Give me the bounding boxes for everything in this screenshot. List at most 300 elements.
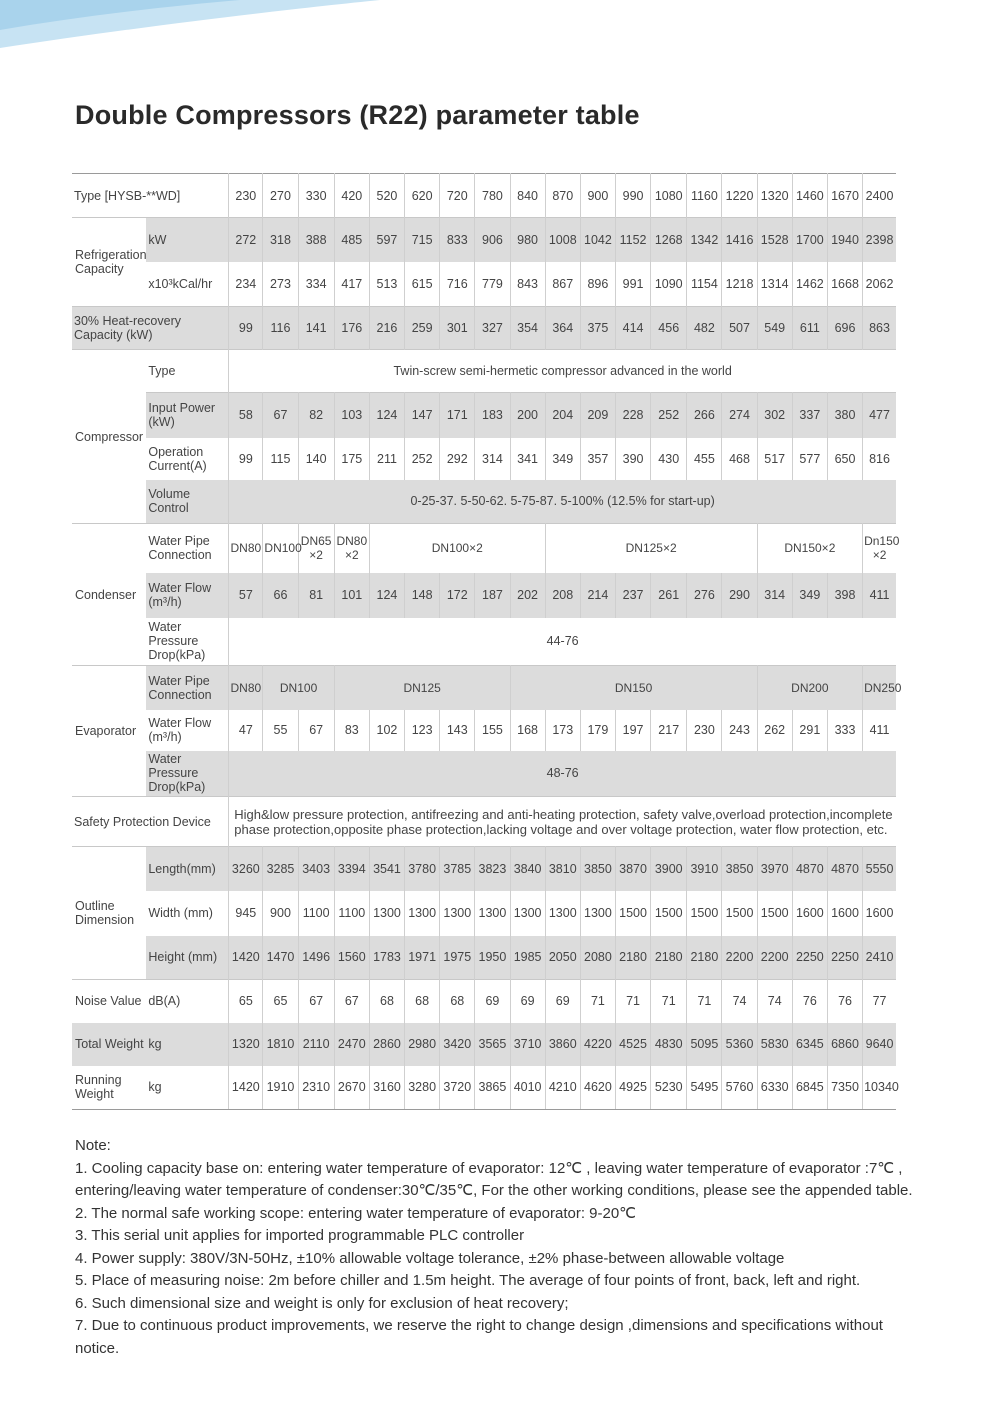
evaporator-flow-cell: 333	[827, 710, 862, 751]
operation-current-cell: 650	[827, 438, 862, 480]
length-cell: 3394	[334, 847, 369, 891]
compressor-group-label: Compressor	[72, 350, 146, 524]
condenser-flow-cell: 349	[792, 573, 827, 618]
noise-group-label: Noise Value	[72, 980, 146, 1023]
length-cell: 3850	[722, 847, 757, 891]
heat-recovery-cell: 216	[369, 307, 404, 350]
length-cell: 3823	[475, 847, 510, 891]
width-cell: 1300	[369, 891, 404, 936]
refrigeration-kcal-cell: 2062	[865, 276, 894, 291]
height-cell: 1420	[229, 936, 263, 980]
refrigeration-kw-cell: 597	[369, 218, 404, 262]
condenser-flow-cell: 57	[229, 573, 263, 618]
height-cell: 2200	[722, 936, 757, 980]
safety-label: Safety Protection Device	[72, 797, 229, 847]
running-weight-cell: 5760	[722, 1066, 757, 1110]
operation-current-cell: 292	[440, 438, 475, 480]
running-weight-cell: 4620	[580, 1066, 615, 1110]
operation-current-cell: 455	[687, 438, 722, 480]
evaporator-flow-cell: 243	[722, 710, 757, 751]
note-item: 4. Power supply: 380V/3N-50Hz, ±10% allowable voltage tolerance, ±2% phase-between allowable voltage	[75, 1249, 785, 1267]
input-power-cell: 477	[863, 393, 896, 438]
refrigeration-kw-cell: 1528	[757, 218, 792, 262]
refrigeration-kw-cell: 1700	[792, 218, 827, 262]
input-power-cell: 337	[792, 393, 827, 438]
height-cell: 1783	[369, 936, 404, 980]
model-cell: 230	[229, 174, 263, 218]
noise-cell: 67	[298, 980, 334, 1023]
model-cell: 520	[369, 174, 404, 218]
safety-row	[72, 797, 896, 847]
condenser-flow-cell: 237	[615, 573, 650, 618]
operation-current-cell: 517	[757, 438, 792, 480]
heat-recovery-cell: 863	[863, 307, 896, 350]
operation-current-cell: 211	[369, 438, 404, 480]
evaporator-flow-cell: 230	[687, 710, 722, 751]
input-power-cell: 252	[651, 393, 687, 438]
width-cell: 1300	[510, 891, 545, 936]
heat-recovery-cell: 116	[263, 307, 298, 350]
model-cell: 840	[510, 174, 545, 218]
running-weight-cell: 4925	[615, 1066, 650, 1110]
total-weight-cell: 3565	[475, 1023, 510, 1066]
refrigeration-group-label: Refrigeration Capacity	[72, 218, 146, 307]
height-cell: 1496	[298, 936, 334, 980]
width-label: Width (mm)	[146, 891, 228, 936]
noise-cell: 76	[827, 980, 862, 1023]
evaporator-flow-cell: 143	[440, 710, 475, 751]
refrigeration-kcal-cell: 1668	[827, 262, 862, 307]
height-cell: 2080	[580, 936, 615, 980]
evaporator-flow-cell: 411	[869, 723, 890, 737]
heat-recovery-cell: 354	[510, 307, 545, 350]
heat-recovery-cell: 99	[229, 307, 263, 350]
refrigeration-kw-cell: 833	[440, 218, 475, 262]
refrigeration-kcal-cell: 843	[510, 262, 545, 307]
condenser-pipe-cell: DN80	[229, 524, 263, 573]
noise-cell: 71	[651, 980, 687, 1023]
model-cell: 1220	[722, 174, 757, 218]
running-weight-cell: 3160	[369, 1066, 404, 1110]
model-cell: 1670	[827, 174, 862, 218]
evaporator-flow-row	[72, 710, 896, 751]
heat-recovery-cell: 611	[792, 307, 827, 350]
noise-row	[72, 980, 896, 1023]
condenser-flow-cell: 208	[545, 573, 580, 618]
input-power-cell: 82	[298, 393, 334, 438]
width-row	[72, 891, 896, 936]
height-cell: 1470	[263, 936, 298, 980]
condenser-flow-cell: 276	[687, 573, 722, 618]
input-power-cell: 124	[369, 393, 404, 438]
refrigeration-kw-cell: 272	[229, 218, 263, 262]
condenser-flow-cell: 101	[334, 573, 369, 618]
refrigeration-kcal-label: x10³kCal/hr	[146, 262, 228, 307]
input-power-cell: 58	[229, 393, 263, 438]
noise-cell: 68	[405, 980, 440, 1023]
refrigeration-kw-cell: 715	[405, 218, 440, 262]
total-weight-label: Total Weight	[72, 1023, 146, 1066]
operation-current-cell: 341	[510, 438, 545, 480]
running-weight-row	[72, 1066, 896, 1110]
refrigeration-kcal-cell: 716	[440, 262, 475, 307]
condenser-pipe-row	[72, 524, 896, 573]
note-item: 3. This serial unit applies for imported programmable PLC controller	[75, 1227, 525, 1244]
length-cell: 3780	[405, 847, 440, 891]
operation-current-cell: 140	[298, 438, 334, 480]
evaporator-pipe-cell: DN200	[757, 666, 862, 710]
evaporator-flow-cell: 67	[298, 710, 334, 751]
outline-group-label: Outline Dimension	[72, 847, 146, 980]
refrigeration-kw-cell: 1416	[722, 218, 757, 262]
height-cell: 2180	[651, 936, 687, 980]
total-weight-cell: 4220	[580, 1023, 615, 1066]
length-row	[72, 847, 896, 891]
total-weight-cell: 4830	[651, 1023, 687, 1066]
width-cell: 1600	[865, 906, 894, 920]
running-weight-cell: 3280	[405, 1066, 440, 1110]
model-cell: 720	[440, 174, 475, 218]
refrigeration-kw-cell: 2398	[863, 218, 896, 262]
refrigeration-kcal-cell: 273	[263, 262, 298, 307]
evaporator-flow-cell: 155	[475, 710, 510, 751]
refrigeration-kw-cell: 1342	[687, 218, 722, 262]
condenser-flow-cell: 172	[440, 573, 475, 618]
input-power-row	[72, 393, 896, 438]
model-cell: 620	[405, 174, 440, 218]
height-cell: 2250	[792, 936, 827, 980]
refrigeration-kcal-row	[72, 262, 896, 307]
volume-control-row	[72, 480, 896, 524]
height-row	[72, 936, 896, 980]
input-power-cell: 200	[510, 393, 545, 438]
evaporator-flow-cell: 173	[545, 710, 580, 751]
input-power-cell: 302	[757, 393, 792, 438]
refrigeration-kcal-cell: 779	[475, 262, 510, 307]
refrigeration-kcal-cell: 896	[580, 262, 615, 307]
condenser-pipe-cell: DN65 ×2	[298, 524, 334, 573]
evaporator-pipe-cell: DN250	[863, 666, 896, 710]
evaporator-pipe-cell: DN100	[263, 666, 334, 710]
width-cell: 1300	[405, 891, 440, 936]
volume-control-label: Volume Control	[146, 480, 228, 524]
condenser-pipe-cell: DN125×2	[545, 524, 757, 573]
length-cell: 3810	[545, 847, 580, 891]
length-cell: 3970	[757, 847, 792, 891]
parameter-table	[72, 173, 902, 1110]
heat-recovery-cell: 549	[757, 307, 792, 350]
height-label: Height (mm)	[146, 936, 228, 980]
total-weight-cell: 6860	[827, 1023, 862, 1066]
noise-cell: 76	[792, 980, 827, 1023]
running-weight-cell: 1910	[263, 1066, 298, 1110]
noise-cell: 71	[580, 980, 615, 1023]
height-cell: 1950	[475, 936, 510, 980]
heat-recovery-cell: 375	[580, 307, 615, 350]
total-weight-cell: 2980	[405, 1023, 440, 1066]
note-item: 5. Place of measuring noise: 2m before chiller and 1.5m height. The average of four points of front, back, left and right.	[75, 1272, 861, 1289]
noise-cell: 74	[757, 980, 792, 1023]
refrigeration-kw-row	[72, 218, 896, 262]
input-power-cell: 147	[405, 393, 440, 438]
width-cell: 1500	[757, 891, 792, 936]
total-weight-cell: 9640	[863, 1023, 896, 1066]
operation-current-cell: 468	[722, 438, 757, 480]
condenser-flow-cell: 398	[827, 573, 862, 618]
heat-recovery-cell: 327	[475, 307, 510, 350]
heat-recovery-cell: 141	[298, 307, 334, 350]
length-cell: 3285	[263, 847, 298, 891]
input-power-cell: 103	[334, 393, 369, 438]
running-weight-cell: 5230	[651, 1066, 687, 1110]
heat-recovery-cell: 482	[687, 307, 722, 350]
height-cell: 1971	[405, 936, 440, 980]
noise-cell: 71	[687, 980, 722, 1023]
refrigeration-kw-cell: 1008	[545, 218, 580, 262]
length-cell: 4870	[792, 847, 827, 891]
evaporator-flow-cell: 179	[580, 710, 615, 751]
compressor-type-value: Twin-screw semi-hermetic compressor advanced in the world	[229, 350, 896, 393]
evaporator-flow-cell: 262	[757, 710, 792, 751]
width-cell: 1100	[298, 891, 334, 936]
length-cell: 3850	[580, 847, 615, 891]
refrigeration-kw-cell: 1152	[615, 218, 650, 262]
running-weight-cell: 4010	[510, 1066, 545, 1110]
condenser-group-label: Condenser	[72, 524, 146, 666]
condenser-pipe-cell: DN100	[263, 524, 298, 573]
model-cell: 330	[298, 174, 334, 218]
volume-control-value: 0-25-37. 5-50-62. 5-75-87. 5-100% (12.5% for start-up)	[229, 480, 896, 524]
input-power-cell: 380	[827, 393, 862, 438]
heat-recovery-cell: 507	[722, 307, 757, 350]
refrigeration-kcal-cell: 1154	[687, 262, 722, 307]
refrigeration-kw-cell: 1940	[827, 218, 862, 262]
condenser-flow-cell: 214	[580, 573, 615, 618]
refrigeration-kcal-cell: 334	[298, 262, 334, 307]
running-weight-cell: 4210	[545, 1066, 580, 1110]
condenser-pipe-cell: DN80 ×2	[334, 524, 369, 573]
total-weight-cell: 5830	[757, 1023, 792, 1066]
model-cell: 420	[334, 174, 369, 218]
height-cell: 1975	[440, 936, 475, 980]
condenser-flow-cell: 187	[475, 573, 510, 618]
input-power-cell: 171	[440, 393, 475, 438]
width-cell: 1100	[334, 891, 369, 936]
width-cell: 1300	[580, 891, 615, 936]
evaporator-flow-label: Water Flow (m³/h)	[146, 710, 228, 751]
width-cell: 1600	[792, 891, 827, 936]
evaporator-pipe-label: Water Pipe Connection	[146, 666, 228, 710]
evaporator-flow-cell: 47	[229, 710, 263, 751]
model-cell: 1160	[687, 174, 722, 218]
input-power-cell: 228	[615, 393, 650, 438]
total-weight-cell: 4525	[615, 1023, 650, 1066]
length-cell: 3403	[298, 847, 334, 891]
evaporator-flow-cell: 197	[615, 710, 650, 751]
refrigeration-kcal-cell: 615	[405, 262, 440, 307]
refrigeration-kcal-cell: 991	[615, 262, 650, 307]
length-cell: 3840	[510, 847, 545, 891]
width-cell: 1300	[545, 891, 580, 936]
note-item: 6. Such dimensional size and weight is only for exclusion of heat recovery;	[75, 1294, 569, 1312]
condenser-flow-cell: 81	[298, 573, 334, 618]
corner-wave-decoration	[0, 0, 380, 50]
heat-recovery-cell: 364	[545, 307, 580, 350]
running-weight-cell: 6330	[757, 1066, 792, 1110]
length-cell: 3900	[651, 847, 687, 891]
input-power-cell: 274	[722, 393, 757, 438]
operation-current-cell: 115	[263, 438, 298, 480]
noise-cell: 68	[440, 980, 475, 1023]
running-weight-cell: 10340	[863, 1066, 896, 1110]
refrigeration-kw-label: kW	[146, 218, 228, 262]
safety-value: High&low pressure protection, antifreezing and anti-heating protection, safety valve,overload protection,incomplete phase protection,opposite phase protection,lacking voltage and over voltage protection, water flow protection, etc.	[229, 797, 896, 847]
length-cell: 3541	[369, 847, 404, 891]
total-weight-cell: 1810	[263, 1023, 298, 1066]
operation-current-cell: 577	[792, 438, 827, 480]
evaporator-flow-cell: 291	[792, 710, 827, 751]
operation-current-cell: 390	[615, 438, 650, 480]
length-cell: 4870	[827, 847, 862, 891]
length-cell: 5550	[863, 847, 896, 891]
condenser-flow-label: Water Flow (m³/h)	[146, 573, 228, 618]
total-weight-cell: 1320	[229, 1023, 263, 1066]
total-weight-cell: 3710	[510, 1023, 545, 1066]
noise-cell: 65	[263, 980, 298, 1023]
note-item: 7. Due to continuous product improvements, we reserve the right to change design ,dimensions and specifications without notice.	[75, 1317, 883, 1357]
evaporator-flow-cell: 102	[369, 710, 404, 751]
input-power-cell: 209	[580, 393, 615, 438]
height-cell: 2180	[687, 936, 722, 980]
refrigeration-kw-cell: 1042	[580, 218, 615, 262]
refrigeration-kw-cell: 318	[263, 218, 298, 262]
condenser-flow-cell: 148	[405, 573, 440, 618]
total-weight-cell: 2860	[369, 1023, 404, 1066]
condenser-flow-cell: 314	[757, 573, 792, 618]
noise-cell: 71	[615, 980, 650, 1023]
running-weight-cell: 3865	[475, 1066, 510, 1110]
model-cell: 990	[615, 174, 650, 218]
refrigeration-kcal-cell: 1462	[792, 262, 827, 307]
noise-cell: 77	[863, 980, 896, 1023]
width-cell: 900	[263, 891, 298, 936]
height-cell: 2200	[757, 936, 792, 980]
refrigeration-kcal-cell: 513	[369, 262, 404, 307]
evaporator-pipe-cell: DN80	[229, 666, 263, 710]
operation-current-row	[72, 438, 896, 480]
input-power-cell: 183	[475, 393, 510, 438]
running-weight-label: Running Weight	[72, 1066, 146, 1110]
input-power-cell: 67	[263, 393, 298, 438]
height-cell: 1560	[334, 936, 369, 980]
noise-cell: 74	[722, 980, 757, 1023]
refrigeration-kw-cell: 1268	[651, 218, 687, 262]
total-weight-cell: 2110	[298, 1023, 334, 1066]
height-cell: 2180	[615, 936, 650, 980]
condenser-pipe-label: Water Pipe Connection	[146, 524, 228, 573]
condenser-flow-cell: 411	[863, 573, 896, 618]
refrigeration-kw-cell: 980	[510, 218, 545, 262]
total-weight-unit: kg	[146, 1023, 228, 1066]
model-cell: 2400	[863, 174, 896, 218]
condenser-flow-cell: 202	[510, 573, 545, 618]
evaporator-pipe-cell: DN125	[334, 666, 510, 710]
operation-current-cell: 314	[475, 438, 510, 480]
length-label: Length(mm)	[146, 847, 228, 891]
refrigeration-kcal-cell: 1218	[722, 262, 757, 307]
width-cell: 1500	[687, 891, 722, 936]
refrigeration-kcal-cell: 417	[334, 262, 369, 307]
condenser-pipe-cell: Dn150 ×2	[863, 524, 896, 573]
note-item: 1. Cooling capacity base on: entering water temperature of evaporator: 12℃ , leaving water temperature of evaporator :7℃ , entering/leaving water temperature of condenser:30℃/35℃, For the other working conditions, please see the appended table.	[75, 1159, 913, 1199]
condenser-drop-label: Water Pressure Drop(kPa)	[146, 618, 228, 666]
length-cell: 3870	[615, 847, 650, 891]
total-weight-cell: 2470	[334, 1023, 369, 1066]
input-power-cell: 266	[687, 393, 722, 438]
input-power-cell: 204	[545, 393, 580, 438]
condenser-flow-cell: 66	[263, 573, 298, 618]
total-weight-cell: 5095	[687, 1023, 722, 1066]
running-weight-cell: 2670	[334, 1066, 369, 1110]
operation-current-label: Operation Current(A)	[146, 438, 228, 480]
heat-recovery-cell: 696	[827, 307, 862, 350]
heat-recovery-label: 30% Heat-recovery Capacity (kW)	[72, 307, 229, 350]
evaporator-flow-cell: 168	[510, 710, 545, 751]
type-row	[72, 174, 896, 218]
running-weight-unit: kg	[146, 1066, 228, 1110]
running-weight-cell: 5495	[687, 1066, 722, 1110]
evaporator-drop-row	[72, 751, 896, 797]
model-cell: 870	[545, 174, 580, 218]
evaporator-pipe-row	[72, 666, 896, 710]
model-cell: 900	[580, 174, 615, 218]
evaporator-flow-cell: 217	[651, 710, 687, 751]
total-weight-cell: 5360	[722, 1023, 757, 1066]
total-weight-row	[72, 1023, 896, 1066]
length-cell: 3260	[229, 847, 263, 891]
height-cell: 1985	[510, 936, 545, 980]
input-power-label: Input Power (kW)	[146, 393, 228, 438]
evaporator-flow-cell: 123	[405, 710, 440, 751]
width-cell: 1300	[440, 891, 475, 936]
refrigeration-kcal-cell: 1314	[757, 262, 792, 307]
noise-cell: 69	[475, 980, 510, 1023]
model-cell: 1080	[651, 174, 687, 218]
heat-recovery-cell: 456	[651, 307, 687, 350]
noise-cell: 69	[510, 980, 545, 1023]
heat-recovery-cell: 259	[405, 307, 440, 350]
operation-current-cell: 430	[651, 438, 687, 480]
condenser-pipe-cell: DN100×2	[369, 524, 545, 573]
running-weight-cell: 1420	[229, 1066, 263, 1110]
length-cell: 3785	[440, 847, 475, 891]
total-weight-cell: 3420	[440, 1023, 475, 1066]
model-cell: 780	[475, 174, 510, 218]
width-cell: 1500	[722, 891, 757, 936]
operation-current-cell: 816	[869, 451, 890, 466]
noise-cell: 65	[229, 980, 263, 1023]
noise-cell: 67	[334, 980, 369, 1023]
total-weight-cell: 3860	[545, 1023, 580, 1066]
noise-cell: 68	[369, 980, 404, 1023]
width-cell: 1300	[475, 891, 510, 936]
heat-recovery-cell: 414	[615, 307, 650, 350]
compressor-type-label: Type	[146, 350, 228, 393]
condenser-drop-row	[72, 618, 896, 666]
evaporator-flow-cell: 55	[263, 710, 298, 751]
note-item: 2. The normal safe working scope: entering water temperature of evaporator: 9-20℃	[75, 1204, 637, 1222]
model-cell: 1320	[757, 174, 792, 218]
